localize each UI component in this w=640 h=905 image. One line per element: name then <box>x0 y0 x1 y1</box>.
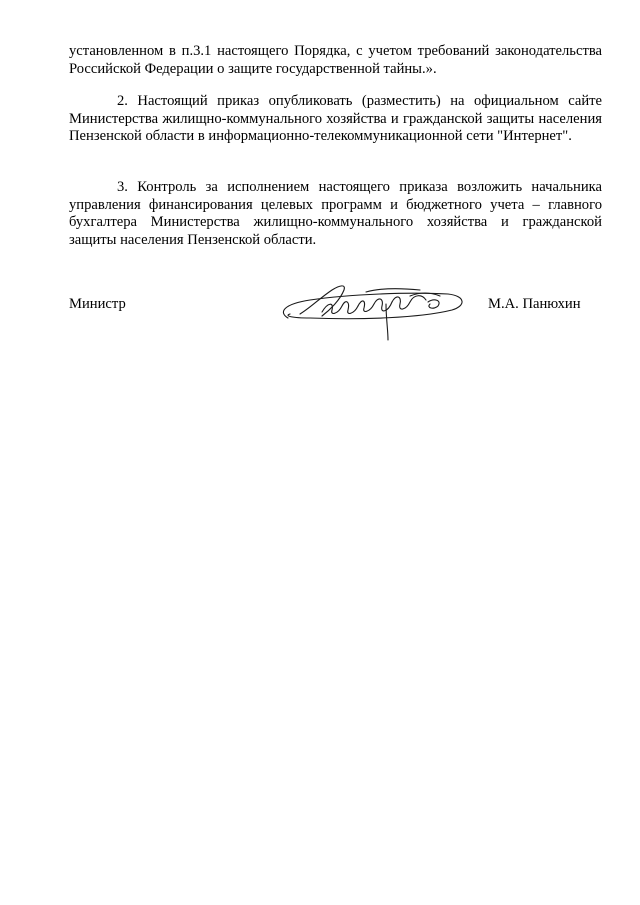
paragraph-3: 3. Контроль за исполнением настоящего приказа возложить начальника управления финансирования целевых программ и бюджетного учета – главного бухгалтера Министерства жилищно-коммунального хозяйства и гражданской защиты населения Пензенской области. <box>69 179 602 248</box>
signatory-title: Министр <box>69 296 126 312</box>
signatory-name: М.А. Панюхин <box>488 296 581 312</box>
handwritten-signature <box>270 278 470 354</box>
paragraph-2: 2. Настоящий приказ опубликовать (разместить) на официальном сайте Министерства жилищно-коммунального хозяйства и гражданской защиты населения Пензенской области в информационно-телекоммуникационной сети "Интернет". <box>69 93 602 144</box>
signature-block <box>0 292 640 362</box>
paragraph-continuation: установленном в п.3.1 настоящего Порядка, с учетом требований законодательства Российской Федерации о защите государственной тайны.». <box>69 43 602 77</box>
